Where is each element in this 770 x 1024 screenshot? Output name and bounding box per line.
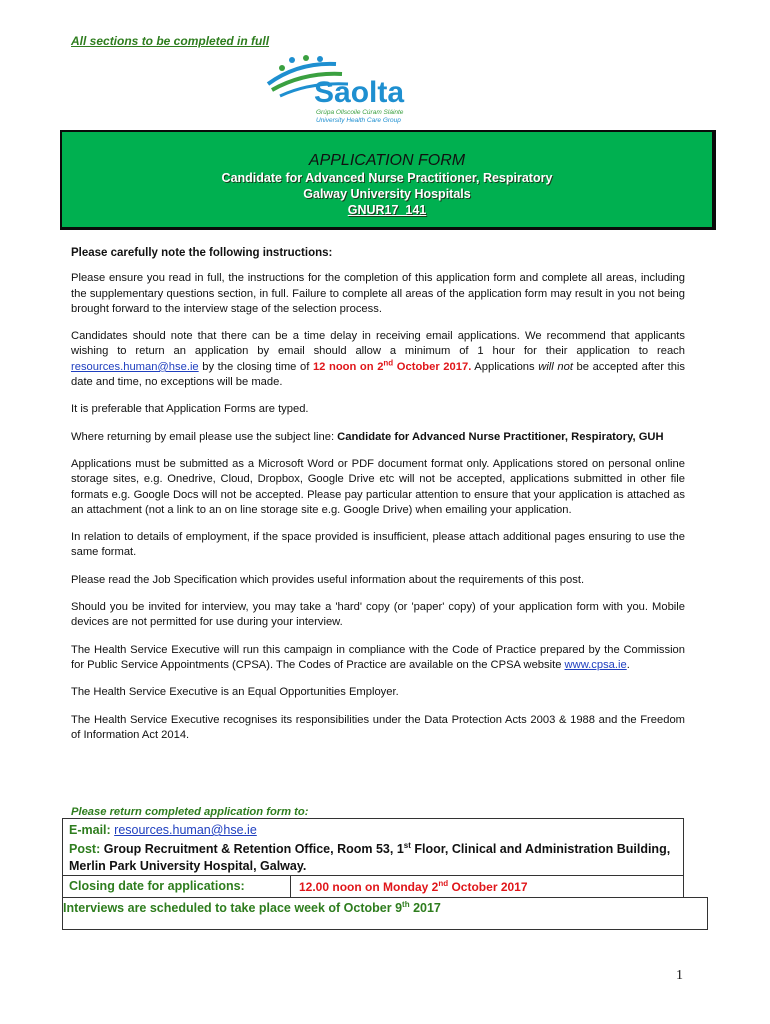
instruction-paragraph: The Health Service Executive is an Equal Opportunities Employer. bbox=[71, 686, 399, 699]
instruction-paragraph: Should you be invited for interview, you may take a 'hard' copy (or 'paper' copy) of your application form with you. Mobile devices are not permitted for use during your interview. bbox=[71, 601, 685, 629]
interview-schedule-box: Interviews are scheduled to take place week of October 9th 2017 bbox=[62, 897, 708, 930]
instruction-paragraph-subject-line: Where returning by email please use the subject line: Candidate for Advanced Nurse Practitioner, Respiratory, GUH bbox=[71, 430, 664, 443]
cpsa-link[interactable]: www.cpsa.ie bbox=[564, 658, 627, 671]
instruction-paragraph: It is preferable that Application Forms are typed. bbox=[71, 403, 309, 416]
instruction-paragraph: Please read the Job Specification which provides useful information about the requirements of this post. bbox=[71, 573, 585, 586]
instruction-paragraph: The Health Service Executive recognises its responsibilities under the Data Protection Acts 2003 & 1988 and the Freedom of Information Act 2014. bbox=[71, 713, 685, 741]
saolta-logo bbox=[258, 54, 448, 126]
post-title: Candidate for Advanced Nurse Practitioner, Respiratory bbox=[221, 171, 553, 185]
hospital-name: Galway University Hospitals bbox=[303, 187, 471, 201]
closing-date-value: 12.00 noon on Monday 2nd October 2017 bbox=[291, 875, 683, 897]
return-label: Please return completed application form to: bbox=[71, 806, 309, 818]
form-title: APPLICATION FORM bbox=[308, 152, 466, 169]
closing-date-label: Closing date for applications: bbox=[63, 875, 291, 897]
instruction-paragraph: In relation to details of employment, if the space provided is insufficient, please attach additional pages ensuring to use the same format. bbox=[71, 531, 685, 559]
page-number: 1 bbox=[676, 968, 683, 983]
instruction-paragraph-email-timing: Candidates should note that there can be a time delay in receiving email applications. We recommend that applicants wishing to return an application by email should allow a minimum of 1 hour for their application to reach resources.human@hse.ie by the closing time of 12 noon on 2nd October 2017. Applications will not be accepted after this date and time, no exceptions will be made. bbox=[71, 330, 685, 389]
instruction-paragraph: Please ensure you read in full, the instructions for the completion of this application form and complete all areas, including the supplementary questions section, in full. Failure to complete all areas of the application form may result in you not being brought forward to the interview stage of the selection process. bbox=[71, 272, 685, 315]
top-instruction-note: All sections to be completed in full bbox=[71, 34, 270, 48]
closing-time-highlight: 12 noon on 2nd October 2017. bbox=[312, 358, 472, 373]
instructions-heading: Please carefully note the following instructions: bbox=[71, 247, 333, 259]
email-link[interactable]: resources.human@hse.ie bbox=[71, 360, 199, 373]
svg-text:Saolta: Saolta bbox=[314, 76, 405, 109]
svg-text:University Health Care Group: University Health Care Group bbox=[316, 117, 401, 124]
instruction-paragraph-cpsa: The Health Service Executive will run this campaign in compliance with the Code of Practice prepared by the Commission for Public Service Appointments (CPSA). The Codes of Practice are available on the CPSA website www.cpsa.ie. bbox=[71, 643, 685, 671]
return-email-row: E-mail: resources.human@hse.ie bbox=[69, 823, 257, 837]
return-details-box bbox=[62, 818, 684, 898]
return-post-row: Post: Group Recruitment & Retention Office, Room 53, 1st Floor, Clinical and Administration Building, Merlin Park University Hospital, Galway. bbox=[69, 840, 671, 873]
instruction-paragraph: Applications must be submitted as a Microsoft Word or PDF document format only. Applications stored on personal online storage sites, e.g. Onedrive, Cloud, Dropbox, Google Drive etc will not be accepted, applications submitted in other file formats e.g. Google Docs will not be accepted. Please pay particular attention to ensure that your application is attached as an attachment (not a link to an on line storage site e.g. Google Drive) when emailing your application. bbox=[71, 457, 685, 516]
return-email-link[interactable]: resources.human@hse.ie bbox=[114, 823, 257, 837]
svg-text:Grúpa Ollscoile Cúram Sláinte: Grúpa Ollscoile Cúram Sláinte bbox=[316, 109, 404, 116]
application-form-banner bbox=[60, 130, 716, 230]
reference-code: GNUR17_141 bbox=[347, 203, 427, 217]
instructions-section bbox=[71, 246, 685, 755]
